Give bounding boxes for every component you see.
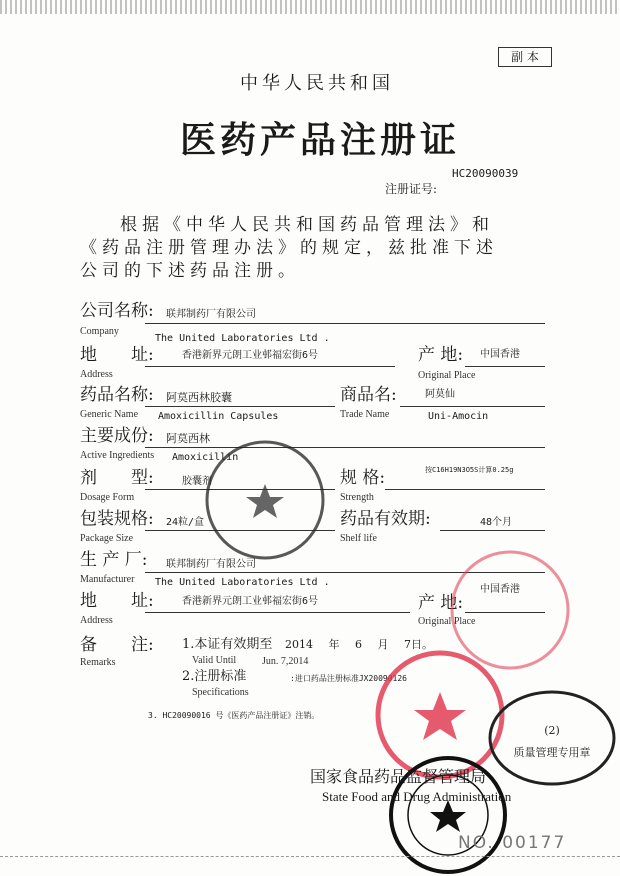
remark-cancellation: 3. HC20090016 号《医药产品注册证》注销。	[148, 711, 320, 720]
company-label-en: Company	[80, 326, 119, 337]
ingredients-label-en: Active Ingredients	[80, 450, 155, 461]
remark-specifications-value: :进口药品注册标准JX20090126	[290, 674, 407, 683]
strength-value: 按C16H19N3O5S计算0.25g	[425, 466, 514, 474]
remark-valid-until: 1.本证有效期至	[182, 637, 273, 652]
dosage-form-value: 胶囊剂	[182, 476, 212, 487]
manufacturer-address-label: 地 址:	[80, 591, 154, 611]
svg-text:质量管理专用章: 质量管理专用章	[513, 746, 591, 759]
manufacturer-address-label-en: Address	[80, 615, 113, 626]
serial-number: NO. 00177	[458, 833, 567, 853]
ingredients-value: 阿莫西林	[166, 432, 210, 445]
strength-label: 规 格:	[340, 468, 386, 488]
trade-name-value-en: Uni-Amocin	[428, 411, 489, 422]
generic-name-label-en: Generic Name	[80, 409, 139, 420]
remark-valid-date: 2014 年 6 月 7日。	[285, 638, 433, 651]
preamble-line: 根据《中华人民共和国药品管理法》和	[120, 215, 494, 235]
origin-label: 产 地:	[418, 345, 464, 365]
address-value: 香港新界元朗工业邨福宏街6号	[182, 350, 319, 361]
manufacturer-label-en: Manufacturer	[80, 574, 135, 585]
manufacturer-value: 联邦制药厂有限公司	[166, 559, 256, 570]
shelf-life-label: 药品有效期:	[340, 509, 431, 529]
company-round-stamp	[207, 442, 323, 558]
company-value: 联邦制药厂有限公司	[166, 309, 256, 320]
registration-number: HC20090039	[452, 167, 519, 180]
dosage-form-label-en: Dosage Form	[80, 492, 135, 503]
trade-name-value: 阿莫仙	[425, 389, 455, 400]
origin2-label-en: Original Place	[418, 616, 476, 627]
manufacturer-value-en: The United Laboratories Ltd .	[155, 577, 330, 588]
origin-value: 中国香港	[480, 349, 520, 360]
remark-specifications: 2.注册标准	[182, 669, 247, 684]
address-label-en: Address	[80, 369, 113, 380]
preamble-line: 公司的下述药品注册。	[80, 261, 300, 281]
package-size-value: 24粒/盒	[166, 517, 205, 528]
origin-label-en: Original Place	[418, 370, 476, 381]
remark-specifications-en: Specifications	[192, 687, 249, 698]
registration-number-label: 注册证号:	[385, 182, 438, 196]
authority-name: 国家食品药品监督管理局	[310, 767, 487, 786]
trade-name-label-en: Trade Name	[340, 409, 390, 420]
remarks-label: 备 注:	[80, 635, 154, 655]
ingredients-label: 主要成份:	[80, 426, 154, 446]
generic-name-label: 药品名称:	[80, 385, 154, 405]
manufacturer-label: 生 产 厂:	[80, 550, 148, 570]
strength-label-en: Strength	[340, 492, 374, 503]
red-seal-stamp	[452, 552, 568, 668]
address-label: 地 址:	[80, 345, 154, 365]
company-value-en: The United Laboratories Ltd .	[155, 333, 330, 344]
company-label: 公司名称:	[80, 301, 154, 321]
remark-valid-until-en: Valid Until	[192, 655, 237, 666]
ingredients-value-en: Amoxicillin	[172, 452, 239, 463]
star-icon	[414, 692, 466, 740]
preamble-line: 《药品注册管理办法》的规定，兹批准下述	[80, 238, 498, 258]
remarks-label-en: Remarks	[80, 657, 116, 668]
shelf-life-value: 48个月	[480, 517, 513, 528]
remark-valid-date-en: Jun. 7,2014	[262, 656, 309, 667]
manufacturer-address-value: 香港新界元朗工业邨福宏街6号	[182, 596, 319, 607]
svg-text:(2): (2)	[544, 724, 560, 737]
origin2-label: 产 地:	[418, 593, 464, 613]
generic-name-value-en: Amoxicillin Capsules	[158, 411, 279, 422]
quality-management-stamp	[490, 692, 614, 784]
origin2-value: 中国香港	[480, 584, 520, 595]
country-heading: 中华人民共和国	[240, 73, 394, 94]
trade-name-label: 商品名:	[340, 385, 397, 405]
star-icon	[246, 484, 284, 518]
copy-mark: 副 本	[498, 47, 552, 67]
shelf-life-label-en: Shelf life	[340, 533, 377, 544]
authority-name-en: State Food and Drug Administration	[322, 789, 512, 804]
dosage-form-label: 剂 型:	[80, 468, 154, 488]
document-title: 医药产品注册证	[180, 119, 461, 161]
generic-name-value: 阿莫西林胶囊	[166, 391, 232, 404]
package-size-label-en: Package Size	[80, 533, 134, 544]
package-size-label: 包装规格:	[80, 509, 154, 529]
